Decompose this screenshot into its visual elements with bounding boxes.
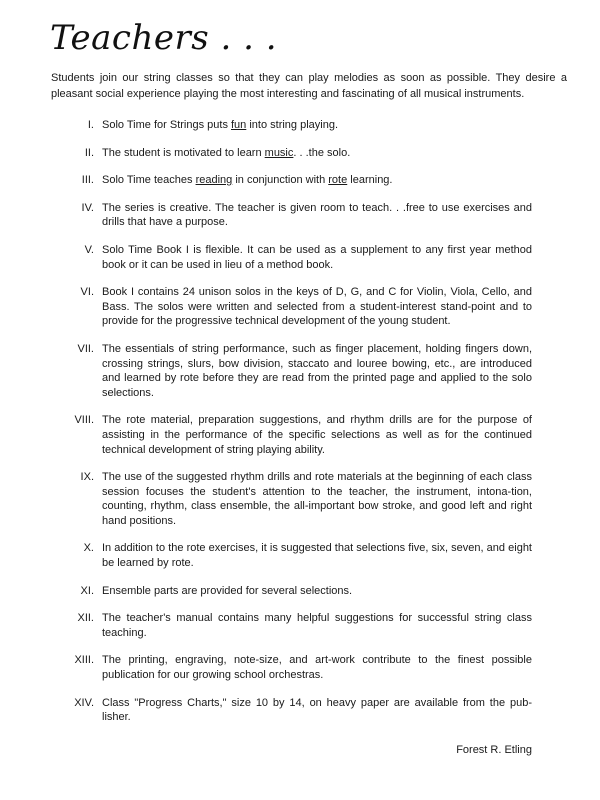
item-text — [102, 653, 532, 682]
item-number: IX. — [80, 471, 94, 484]
item-text — [102, 342, 532, 400]
list-item — [60, 173, 532, 188]
numbered-list — [60, 118, 532, 725]
item-number: XIV. — [74, 696, 94, 709]
signature: Forest R. Etling — [456, 743, 532, 756]
text-segment: The series is creative. The teacher is given room to teach. . .free to use exercises and drills that have a purpose. — [102, 201, 532, 229]
list-item — [60, 285, 532, 329]
item-text — [102, 541, 532, 570]
list-item — [60, 243, 532, 272]
text-segment: Book I contains 24 unison solos in the keys of D, G, and C for Violin, Viola, Cello, and Bass. The solos were written and selected from a student-interest stand-point and to provide for the progressive technical development of the young student. — [102, 286, 532, 328]
text-segment: Class "Progress Charts," size 10 by 14, on heavy paper are available from the pub-lisher. — [102, 696, 532, 724]
item-text — [102, 201, 532, 230]
underlined-word: music — [264, 146, 294, 159]
list-item — [60, 118, 532, 133]
list-item — [60, 413, 532, 457]
item-number: XII. — [77, 612, 94, 625]
item-text — [102, 470, 532, 528]
text-segment: In addition to the rote exercises, it is suggested that selections five, six, seven, and eight be learned by rote. — [102, 542, 532, 570]
item-number: V. — [84, 243, 94, 256]
item-number: I. — [87, 119, 94, 131]
item-text — [102, 118, 532, 133]
page-title: Teachers . . . — [50, 18, 278, 58]
item-text — [102, 696, 532, 725]
text-segment: The essentials of string performance, such as finger placement, holding fingers down, crossing strings, slurs, bow division, staccato and louree bowing, etc., are introduced and learned by rote before they are read from the printed page and applied to the solo selections. — [102, 342, 532, 399]
list-item — [60, 696, 532, 725]
intro-paragraph: Students join our string classes so that they can play melodies as soon as possible. They desire a pleasant social experience playing the most interesting and fascinating of all musical instruments. — [51, 72, 567, 100]
list-item — [60, 584, 532, 599]
item-text — [102, 611, 532, 640]
underlined-word: rote — [328, 174, 348, 187]
item-text — [102, 413, 532, 457]
item-text — [102, 146, 532, 161]
text-segment: . . .the solo. — [293, 146, 351, 159]
item-text — [102, 285, 532, 329]
item-text — [102, 173, 532, 188]
list-item — [60, 470, 532, 528]
item-text — [102, 584, 532, 599]
item-number: XI. — [80, 584, 94, 597]
item-number: III. — [81, 174, 94, 187]
item-number: VIII. — [74, 414, 94, 427]
text-segment: Solo Time Book I is flexible. It can be used as a supplement to any first year method book or it can be used in lieu of a method book. — [102, 243, 532, 271]
text-segment: Solo Time teaches — [102, 174, 196, 187]
text-segment: learning. — [347, 174, 393, 187]
list-item — [60, 541, 532, 570]
item-number: VII. — [77, 342, 94, 355]
item-number: X. — [83, 542, 94, 555]
text-segment: into string playing. — [246, 119, 339, 131]
text-segment: The student is motivated to learn — [102, 146, 265, 159]
list-item — [60, 146, 532, 161]
list-item — [60, 653, 532, 682]
text-segment: The printing, engraving, note-size, and art-work contribute to the finest possible publication for our growing school orchestras. — [102, 654, 532, 682]
underlined-word: fun — [231, 119, 247, 131]
list-item — [60, 342, 532, 400]
text-segment: in conjunction with — [232, 174, 329, 187]
list-item — [60, 611, 532, 640]
text-segment: Ensemble parts are provided for several selections. — [102, 584, 353, 597]
underlined-word: reading — [195, 174, 233, 187]
item-number: VI. — [80, 286, 94, 299]
text-segment: The teacher's manual contains many helpful suggestions for successful string class teaching. — [102, 612, 532, 639]
item-number: IV. — [81, 201, 94, 214]
item-number: XIII. — [74, 654, 94, 667]
text-segment: The use of the suggested rhythm drills and rote materials at the beginning of each class session focuses the student's attention to the teacher, the instrument, intona-tion, counting, rhythm, class ensemble, the all-important bow stroke, and good left and right hand positions. — [102, 471, 532, 527]
text-segment: The rote material, preparation suggestions, and rhythm drills are for the purpose of assisting in the performance of the specific selections as well as for the continued technical development of string playing ability. — [102, 414, 532, 456]
item-number: II. — [84, 146, 94, 159]
text-segment: Solo Time for Strings puts — [102, 119, 231, 131]
list-item — [60, 201, 532, 230]
item-text — [102, 243, 532, 272]
